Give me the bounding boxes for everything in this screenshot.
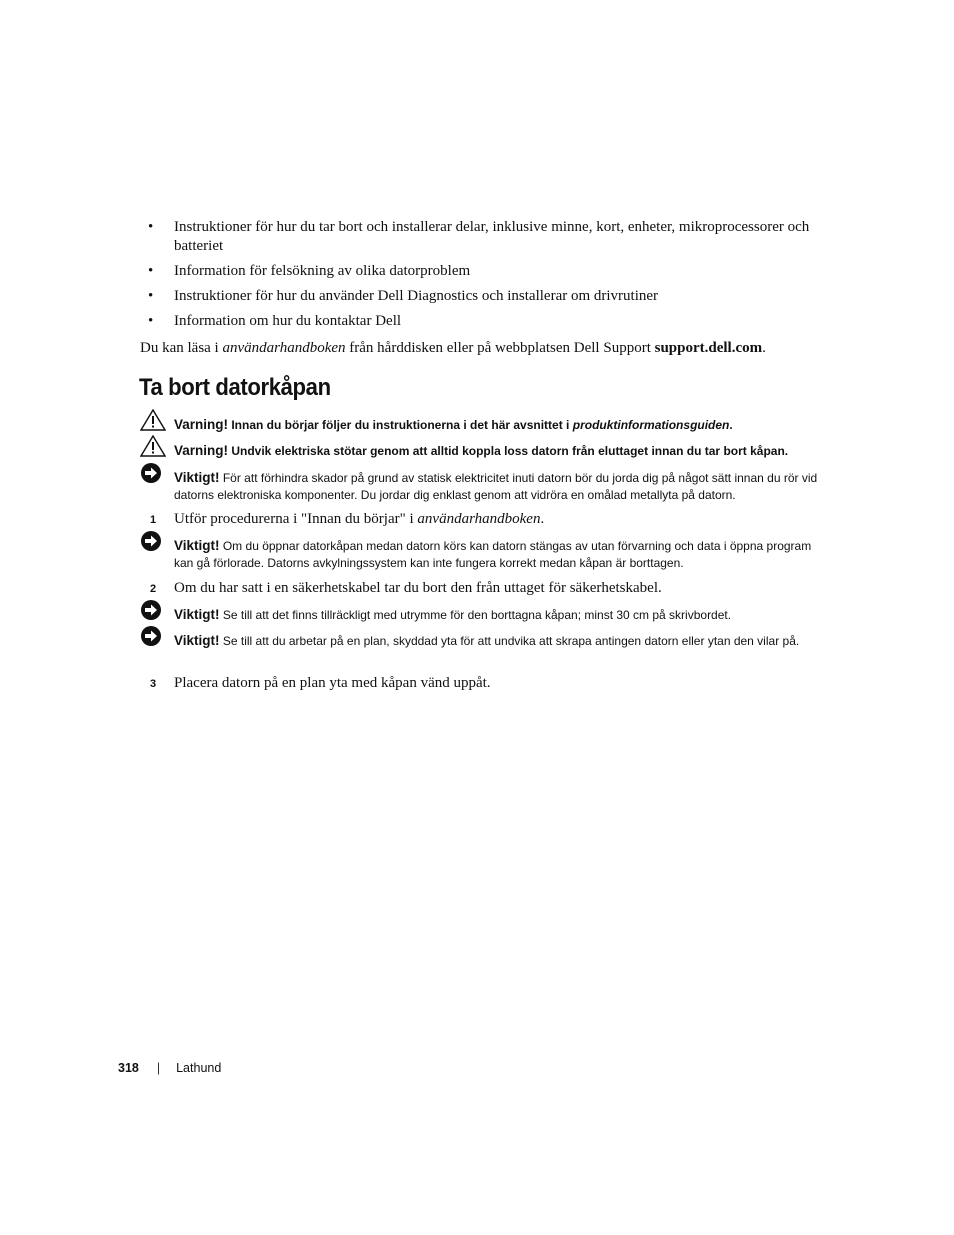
notice-arrow-icon xyxy=(140,530,166,552)
notice-note xyxy=(140,462,820,504)
notice-note xyxy=(140,530,820,572)
warning-body: Innan du börjar följer du instruktionerna i det här avsnittet i xyxy=(228,418,573,432)
step-item xyxy=(150,579,820,598)
warning-text xyxy=(174,409,820,434)
read-manual-paragraph xyxy=(140,339,820,358)
notice-arrow-icon xyxy=(140,599,166,621)
step-italic: användarhandboken xyxy=(417,511,541,527)
bullet-dot: • xyxy=(148,263,154,279)
para-italic: användarhandboken xyxy=(222,340,346,356)
notice-label: Viktigt! xyxy=(174,470,220,485)
notice-label: Viktigt! xyxy=(174,633,220,648)
list-item-text: Instruktioner för hur du använder Dell Diagnostics och installerar om drivrutiner xyxy=(174,288,659,304)
step-text: Om du har satt i en säkerhetskabel tar du bort den från uttaget för säkerhetskabel. xyxy=(174,580,662,596)
notice-arrow-icon xyxy=(140,462,166,484)
list-item xyxy=(148,312,818,331)
bullet-dot: • xyxy=(148,313,154,329)
notice-text xyxy=(174,530,820,572)
para-text: Du kan läsa i xyxy=(140,340,223,356)
notice-arrow-icon xyxy=(140,625,166,647)
notice-body: Se till att du arbetar på en plan, skyddad yta för att undvika att skrapa antingen datorn eller ytan den vilar på. xyxy=(219,634,800,648)
warning-label: Varning! xyxy=(174,417,229,432)
page-footer xyxy=(118,1061,221,1075)
warning-end: . xyxy=(729,418,733,432)
notice-text xyxy=(174,462,820,504)
warning-triangle-icon xyxy=(140,435,166,457)
step-item xyxy=(150,510,820,529)
notice-text xyxy=(174,599,820,624)
list-item xyxy=(148,218,818,256)
list-item xyxy=(148,287,818,306)
step-number: 1 xyxy=(150,514,157,526)
notice-body: Se till att det finns tillräckligt med utrymme för den borttagna kåpan; minst 30 cm på skrivbordet. xyxy=(219,608,732,622)
bullet-dot: • xyxy=(148,288,154,304)
notice-body: Om du öppnar datorkåpan medan datorn körs kan datorn stängas av utan förvarning och data i öppna program kan gå förlorade. Datorns avkylningssystem kan inte fungera korrekt medan kåpan är borttagen. xyxy=(174,539,812,570)
section-heading: Ta bort datorkåpan xyxy=(139,374,331,401)
warning-italic: produktinformationsguiden xyxy=(572,418,730,432)
support-link-text: support.dell.com xyxy=(654,340,763,356)
step-text xyxy=(174,510,820,529)
notice-body: För att förhindra skador på grund av statisk elektricitet inuti datorn bör du jorda dig på något sätt innan du rör vid datorns elektroniska komponenter. Du jordar dig enklast genom att vidröra en omålad metallyta på datorn. xyxy=(174,471,818,502)
notice-note xyxy=(140,599,820,624)
warning-note xyxy=(140,435,820,460)
para-text: från hårddisken eller på webbplatsen Dell Support xyxy=(345,340,655,356)
warning-label: Varning! xyxy=(174,443,229,458)
footer-separator: | xyxy=(156,1061,161,1075)
warning-text xyxy=(174,435,820,460)
list-item-text: Information om hur du kontaktar Dell xyxy=(174,313,402,329)
step-text: Placera datorn på en plan yta med kåpan vänd uppåt. xyxy=(174,675,491,691)
step-end: . xyxy=(540,511,545,527)
bullet-list xyxy=(148,218,818,337)
step-number: 3 xyxy=(150,678,157,690)
warning-body: Undvik elektriska stötar genom att alltid koppla loss datorn från eluttaget innan du tar bort kåpan. xyxy=(228,444,789,458)
list-item-text: Instruktioner för hur du tar bort och installerar delar, inklusive minne, kort, enheter, mikroprocessorer och batteriet xyxy=(174,219,810,254)
bullet-dot: • xyxy=(148,219,154,235)
notice-label: Viktigt! xyxy=(174,538,220,553)
step-number: 2 xyxy=(150,583,157,595)
list-item xyxy=(148,262,818,281)
warning-triangle-icon xyxy=(140,409,166,431)
list-item-text: Information för felsökning av olika datorproblem xyxy=(174,263,471,279)
notice-text xyxy=(174,625,820,650)
step-item xyxy=(150,674,820,693)
notice-label: Viktigt! xyxy=(174,607,220,622)
step-body: Utför procedurerna i "Innan du börjar" i xyxy=(174,511,418,527)
para-text: . xyxy=(762,340,766,356)
page-number: 318 xyxy=(118,1061,139,1075)
footer-section-title: Lathund xyxy=(176,1061,222,1075)
notice-note xyxy=(140,625,820,650)
warning-note xyxy=(140,409,820,434)
